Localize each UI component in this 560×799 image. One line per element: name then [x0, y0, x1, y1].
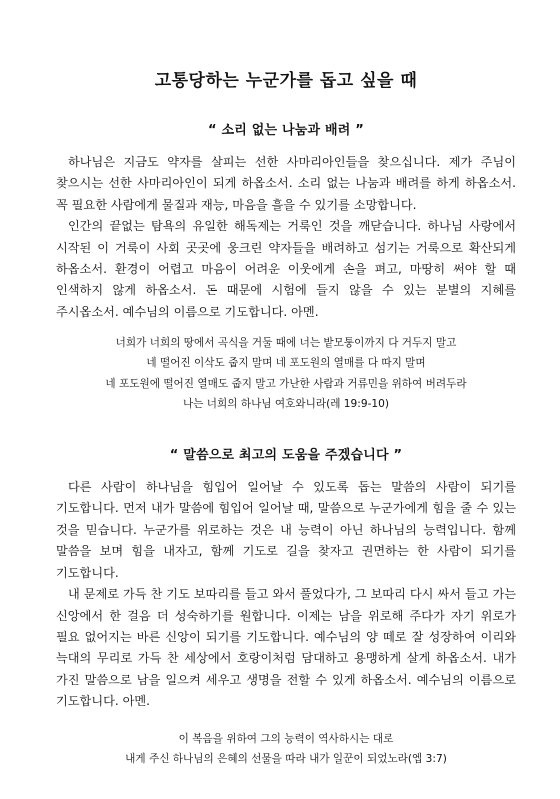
section-heading: “ 말씀으로 최고의 도움을 주겠습니다 ” — [169, 448, 403, 464]
prayer-paragraph: 인간의 끝없는 탐욕의 유일한 해독제는 거룩인 것을 깨닫습니다. 하나님 사랑에서 시작된 이 거룩이 사회 곳곳에 웅크린 약자들을 배려하고 섬기는 거룩으로 확산되게 하옵소서. 환경이 어렵고 마음이 어려운 이웃에게 손을 펴고, 마땅히 써야 할 때 인색하지 않게 하옵소서. 돈 때문에 시험에 들지 않을 수 있는 분별의 지혜를 주시옵소서. 예수님의 이름으로 기도합니다. 아멘. — [56, 219, 516, 319]
prayer-paragraph: 내 문제로 가득 찬 기도 보따리를 들고 와서 풀었다가, 그 보따리 다시 싸서 들고 가는 신앙에서 한 걸음 더 성숙하기를 원합니다. 이제는 남을 위로해 주다가 자기 위로가 필요 없어지는 바른 신앙이 되기를 기도합니다. 예수님의 양 떼로 잘 성장하여 이리와 늑대의 무리로 가득 찬 세상에서 호랑이처럼 담대하고 용맹하게 살게 하옵소서. 내가 가진 말씀으로 남을 일으켜 세우고 생명을 전할 수 있게 하옵소서. 예수님의 이름으로 기도합니다. 아멘. — [56, 587, 516, 709]
scripture-quote — [56, 333, 516, 414]
scripture-line: 이 복음을 위하여 그의 능력이 역사하시는 대로 — [178, 732, 394, 745]
scripture-line: 네 포도원에 떨어진 열매도 줍지 말고 가난한 사람과 거류민을 위하여 버려두라 — [105, 377, 467, 390]
scripture-line: 너희가 너희의 땅에서 곡식을 거둘 때에 너는 밭모퉁이까지 다 거두지 말고 — [115, 337, 457, 350]
section-heading: “ 소리 없는 나눔과 배려 ” — [208, 123, 364, 138]
prayer-paragraph: 다른 사람이 하나님을 힘입어 일어날 수 있도록 돕는 말씀의 사람이 되기를 기도합니다. 먼저 내가 말씀에 힘입어 일어날 때, 말씀으로 누군가에게 힘을 줄 수 있는 것을 믿습니다. 누군가를 위로하는 것은 내 능력이 아닌 하나님의 능력입니다. 함께 말씀을 보며 힘을 내자고, 함께 기도로 길을 찾자고 권면하는 한 사람이 되기를 기도합니다. — [56, 480, 516, 580]
scripture-quote — [56, 729, 516, 769]
scripture-line: 나는 너희의 하나님 여호와니라(레 19:9-10) — [182, 397, 390, 410]
scripture-line: 내게 주신 하나님의 은혜의 선물을 따라 내가 일꾼이 되었노라(엡 3:7) — [125, 752, 447, 765]
scripture-line: 네 떨어진 이삭도 줍지 말며 네 포도원의 열매를 다 따지 말며 — [146, 357, 426, 370]
prayer-paragraph: 하나님은 지금도 약자를 살피는 선한 사마리아인들을 찾으십니다. 제가 주님이 찾으시는 선한 사마리아인이 되게 하옵소서. 소리 없는 나눔과 배려를 하게 하옵소서. 꼭 필요한 사람에게 물질과 재능, 마음을 흘을 수 있기를 소망합니다. — [56, 155, 516, 212]
page-title: 고통당하는 누군가를 돕고 싶을 때 — [154, 71, 418, 91]
